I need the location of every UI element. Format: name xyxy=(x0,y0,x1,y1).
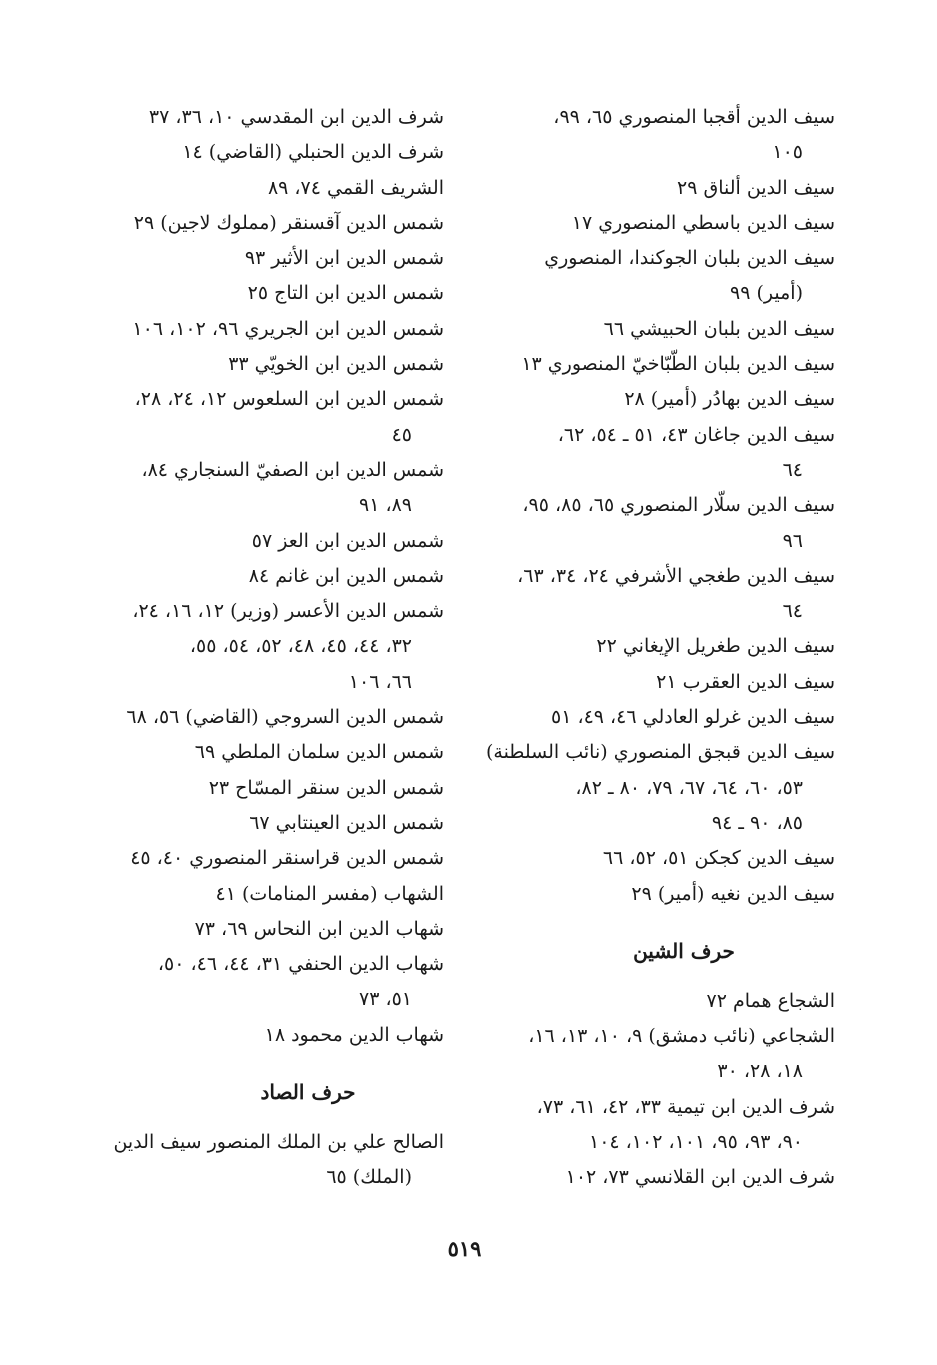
index-entry-continuation: ٣٢، ٤٤، ٤٥، ٤٨، ٥٢، ٥٤، ٥٥، xyxy=(189,635,412,658)
index-entry-text: شمس الدين ابن العز ٥٧ xyxy=(251,529,444,552)
index-entry xyxy=(473,418,835,489)
index-entry-text: شمس الدين ابن الأثير ٩٣ xyxy=(244,247,444,270)
index-entry-text: الصالح علي بن الملك المنصور سيف الدين xyxy=(113,1131,444,1154)
index-entry-text: شمس الدين سنقر المسّاح ٢٣ xyxy=(208,776,444,799)
index-entry xyxy=(82,700,444,735)
index-entry-text: الشريف القمي ٧٤، ٨٩ xyxy=(267,176,444,199)
index-entry-text: سيف الدين سلّار المنصوري ٦٥، ٨٥، ٩٥، xyxy=(522,494,835,517)
index-entry xyxy=(473,1160,835,1195)
index-entry xyxy=(473,171,835,206)
entry-list xyxy=(82,1125,444,1196)
index-entry xyxy=(82,947,444,1018)
index-entry-text: سيف الدين قبجق المنصوري (نائب السلطنة) xyxy=(485,741,835,764)
index-entry xyxy=(82,382,444,453)
index-entry-text: شمس الدين ابن السلعوس ١٢، ٢٤، ٢٨، xyxy=(134,388,444,411)
index-entry xyxy=(473,559,835,630)
index-entry xyxy=(82,453,444,524)
index-entry xyxy=(82,171,444,206)
index-entry-text: شمس الدين ابن غانم ٨٤ xyxy=(248,564,444,587)
entry-list xyxy=(473,100,835,912)
index-entry-text: سيف الدين بهادُر (أمير) ٢٨ xyxy=(624,388,835,411)
section-heading-sad: حرف الصاد xyxy=(260,1080,356,1105)
index-entry-text: شرف الدين ابن تيمية ٣٣، ٤٢، ٦١، ٧٣، xyxy=(536,1095,835,1118)
index-entry xyxy=(473,241,835,312)
index-entry-text: سيف الدين طغريل الإيغاني ٢٢ xyxy=(596,635,835,658)
index-entry-text: شمس الدين سلمان الملطي ٦٩ xyxy=(194,741,444,764)
index-entry-text: شرف الدين ابن القلانسي ٧٣، ١٠٢ xyxy=(565,1166,835,1189)
index-entry-text: شمس الدين السروجي (القاضي) ٥٦، ٦٨ xyxy=(126,706,444,729)
index-entry xyxy=(82,877,444,912)
index-entry-text: الشجاعي (نائب دمشق) ٩، ١٠، ١٣، ١٦، xyxy=(528,1025,835,1048)
index-entry-continuation: ٦٦، ١٠٦ xyxy=(348,670,412,693)
index-column-left xyxy=(82,100,444,1196)
index-entry-text: سيف الدين بلبان الجوكندا، المنصوري xyxy=(544,247,835,270)
index-entry xyxy=(82,771,444,806)
index-entry xyxy=(473,1019,835,1090)
index-entry-continuation: ٥٣، ٦٠، ٦٤، ٦٧، ٧٩، ٨٠ ـ ٨٢، xyxy=(575,776,803,799)
index-entry-text: سيف الدين أقجبا المنصوري ٦٥، ٩٩، xyxy=(553,106,835,128)
index-entry-text: سيف الدين غرلو العادلي ٤٦، ٤٩، ٥١ xyxy=(550,706,835,729)
index-entry-text: شمس الدين آقسنقر (مملوك لاجين) ٢٩ xyxy=(133,211,444,234)
index-entry-text: سيف الدين العقرب ٢١ xyxy=(656,670,835,693)
index-entry xyxy=(82,100,444,135)
index-entry-continuation: ١٠٥ xyxy=(772,141,803,164)
index-entry xyxy=(473,312,835,347)
index-entry xyxy=(473,347,835,382)
index-entry-text: سيف الدين نغيه (أمير) ٢٩ xyxy=(631,882,835,905)
index-entry-continuation: ٨٩، ٩١ xyxy=(358,494,412,517)
entry-list xyxy=(473,984,835,1196)
index-entry xyxy=(82,594,444,700)
index-entry xyxy=(82,1018,444,1053)
index-entry xyxy=(82,206,444,241)
index-entry xyxy=(473,206,835,241)
index-entry xyxy=(473,984,835,1019)
index-entry-text: شهاب الدين الحنفي ٣١، ٤٤، ٤٦، ٥٠، xyxy=(157,953,444,976)
index-entry-text: سيف الدين بلبان الحبيشي ٦٦ xyxy=(603,317,835,340)
index-entry-continuation: ١٨، ٢٨، ٣٠ xyxy=(717,1060,803,1083)
index-entry xyxy=(473,665,835,700)
index-entry xyxy=(473,1090,835,1161)
index-entry xyxy=(82,559,444,594)
index-entry-continuation: ٦٤ xyxy=(782,458,803,481)
index-entry-text: شمس الدين العينتابي ٦٧ xyxy=(249,811,444,834)
index-entry-text: شمس الدين ابن التاج ٢٥ xyxy=(247,282,444,305)
index-entry-text: سيف الدين بلبان الطّبّاخيّ المنصوري ١٣ xyxy=(521,353,835,376)
index-entry xyxy=(82,524,444,559)
index-column-right xyxy=(473,100,835,1196)
index-entry-continuation: ٩٦ xyxy=(782,529,803,552)
index-entry xyxy=(82,312,444,347)
index-entry-continuation: ٤٥ xyxy=(391,423,412,446)
index-entry-continuation: ٦٤ xyxy=(782,600,803,623)
index-entry xyxy=(82,241,444,276)
index-entry-continuation: ٨٥، ٩٠ ـ ٩٤ xyxy=(711,811,803,834)
index-entry-text: سيف الدين جاغان ٤٣، ٥١ ـ ٥٤، ٦٢، xyxy=(557,423,835,446)
index-entry-continuation: (الملك) ٦٥ xyxy=(326,1166,412,1189)
index-entry-text: سيف الدين كجكن ٥١، ٥٢، ٦٦ xyxy=(602,847,835,870)
index-entry xyxy=(473,877,835,912)
index-entry xyxy=(82,735,444,770)
index-entry xyxy=(473,382,835,417)
index-entry xyxy=(82,347,444,382)
index-entry xyxy=(82,806,444,841)
index-entry-text: سيف الدين باسطي المنصوري ١٧ xyxy=(571,211,835,234)
index-entry-text: شرف الدين ابن المقدسي ١٠، ٣٦، ٣٧ xyxy=(148,106,444,128)
index-entry xyxy=(473,841,835,876)
index-entry xyxy=(82,841,444,876)
index-entry xyxy=(82,1125,444,1196)
index-entry-text: شهاب الدين محمود ١٨ xyxy=(264,1023,444,1046)
page-number-text: ٥١٩ xyxy=(447,1236,482,1261)
index-entry-text: شمس الدين قراسنقر المنصوري ٤٠، ٤٥ xyxy=(130,847,444,870)
index-entry-text: شهاب الدين ابن النحاس ٦٩، ٧٣ xyxy=(194,917,444,940)
index-entry xyxy=(82,276,444,311)
index-entry xyxy=(473,100,835,171)
section-heading-shin: حرف الشين xyxy=(633,938,735,963)
index-entry xyxy=(473,488,835,559)
index-entry-text: سيف الدين طغجي الأشرفي ٢٤، ٣٤، ٦٣، xyxy=(517,564,835,587)
index-entry-text: شمس الدين ابن الجريري ٩٦، ١٠٢، ١٠٦ xyxy=(132,317,444,340)
page-number xyxy=(0,1236,937,1261)
index-entry xyxy=(473,629,835,664)
index-entry-text: شمس الدين الأعسر (وزير) ١٢، ١٦، ٢٤، xyxy=(132,600,444,623)
index-entry-text: شمس الدين ابن الخويّي ٣٣ xyxy=(228,353,444,376)
index-entry-continuation: ٩٠، ٩٣، ٩٥، ١٠١، ١٠٢، ١٠٤ xyxy=(589,1131,803,1154)
entry-list xyxy=(82,100,444,1053)
index-entry xyxy=(82,135,444,170)
index-entry-continuation: (أمير) ٩٩ xyxy=(730,282,803,305)
index-entry-continuation: ٥١، ٧٣ xyxy=(358,988,412,1011)
index-entry-text: سيف الدين ألناق ٢٩ xyxy=(677,176,835,199)
index-entry-text: شرف الدين الحنبلي (القاضي) ١٤ xyxy=(182,141,444,164)
index-entry-text: الشجاع همام ٧٢ xyxy=(706,989,835,1012)
index-entry xyxy=(473,735,835,841)
index-entry xyxy=(473,700,835,735)
index-entry-text: شمس الدين ابن الصفيّ السنجاري ٨٤، xyxy=(141,458,444,481)
index-entry-text: الشهاب (مفسر المنامات) ٤١ xyxy=(215,882,444,905)
index-entry xyxy=(82,912,444,947)
